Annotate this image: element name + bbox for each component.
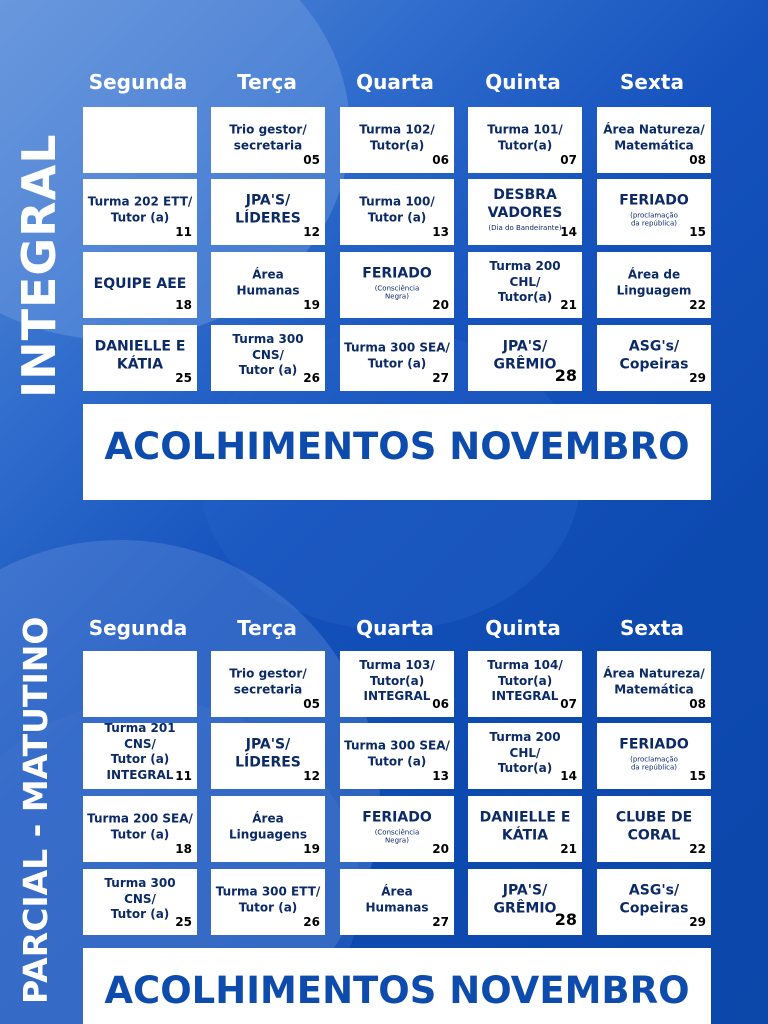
day-header: Quarta bbox=[356, 616, 434, 640]
calendar-cell bbox=[83, 252, 197, 318]
calendar-cell bbox=[211, 107, 325, 173]
day-number: 06 bbox=[432, 697, 449, 711]
cell-event bbox=[601, 667, 707, 698]
day-header: Sexta bbox=[620, 616, 684, 640]
cell-line: Tutor (a) bbox=[367, 754, 427, 769]
day-number: 12 bbox=[303, 225, 320, 239]
cell-line: Área bbox=[252, 811, 284, 826]
day-number: 13 bbox=[432, 225, 449, 239]
cell-event bbox=[472, 809, 578, 845]
day-header: Quarta bbox=[356, 70, 434, 94]
cell-event bbox=[215, 736, 321, 772]
cell-event bbox=[601, 123, 707, 154]
cell-line: Tutor(a) bbox=[497, 673, 553, 688]
cell-line: Tutor (a) bbox=[238, 362, 298, 377]
day-number: 28 bbox=[554, 910, 577, 929]
day-number: 06 bbox=[432, 153, 449, 167]
cell-event bbox=[344, 123, 450, 154]
calendar-cell bbox=[597, 796, 711, 862]
cell-line: LÍDERES bbox=[235, 210, 301, 227]
calendar-cell bbox=[211, 325, 325, 391]
cell-event bbox=[472, 123, 578, 154]
day-number: 13 bbox=[432, 769, 449, 783]
day-number: 25 bbox=[175, 915, 192, 929]
cell-line: Turma 102/ bbox=[359, 122, 435, 137]
calendar-cell bbox=[597, 723, 711, 789]
day-number: 08 bbox=[689, 153, 706, 167]
cell-note-line: (proclamação bbox=[630, 755, 678, 764]
cell-event bbox=[344, 885, 450, 916]
cell-line: Tutor (a) bbox=[110, 210, 170, 225]
cell-line: Tutor (a) bbox=[110, 827, 170, 842]
cell-note-line: (Dia do Bandeirante) bbox=[488, 224, 562, 233]
cell-line: Tutor (a) bbox=[110, 752, 170, 767]
section-banner: ACOLHIMENTOS NOVEMBRO bbox=[83, 948, 711, 1024]
cell-line: JPA'S/ bbox=[502, 882, 548, 899]
cell-line: Tutor(a) bbox=[369, 673, 425, 688]
day-number: 18 bbox=[175, 842, 192, 856]
day-number: 20 bbox=[432, 298, 449, 312]
calendar-cell bbox=[597, 651, 711, 717]
calendar-cell bbox=[597, 107, 711, 173]
cell-note-line: Negra) bbox=[385, 292, 409, 301]
calendar-cell bbox=[468, 869, 582, 935]
calendar-cell bbox=[340, 651, 454, 717]
day-number: 14 bbox=[560, 225, 577, 239]
cell-event bbox=[215, 192, 321, 228]
cell-line: Turma 201 CNS/ bbox=[104, 721, 176, 751]
cell-event bbox=[87, 812, 193, 843]
cell-line: LÍDERES bbox=[235, 754, 301, 771]
cell-event bbox=[215, 812, 321, 843]
cell-event bbox=[601, 882, 707, 918]
cell-line: Tutor (a) bbox=[110, 906, 170, 921]
calendar-cell bbox=[340, 179, 454, 245]
calendar-cell bbox=[597, 252, 711, 318]
day-header: Segunda bbox=[88, 616, 188, 640]
day-number: 07 bbox=[560, 697, 577, 711]
cell-note-line: Negra) bbox=[385, 836, 409, 845]
cell-line: Humanas bbox=[236, 283, 300, 298]
day-number: 22 bbox=[689, 298, 706, 312]
cell-note-line: da república) bbox=[630, 763, 678, 772]
cell-event bbox=[215, 268, 321, 299]
section-banner: ACOLHIMENTOS NOVEMBRO bbox=[83, 404, 711, 500]
day-header: Sexta bbox=[620, 70, 684, 94]
cell-line: Tutor(a) bbox=[369, 138, 425, 153]
cell-line: Copeiras bbox=[619, 356, 689, 373]
cell-line: Tutor(a) bbox=[497, 289, 553, 304]
calendar-cell bbox=[83, 723, 197, 789]
cell-event bbox=[215, 123, 321, 154]
cell-event bbox=[344, 739, 450, 770]
day-number: 08 bbox=[689, 697, 706, 711]
day-number: 11 bbox=[175, 225, 192, 239]
cell-line: Linguagens bbox=[229, 827, 307, 842]
day-number: 26 bbox=[303, 915, 320, 929]
day-number: 28 bbox=[554, 366, 577, 385]
cell-event bbox=[87, 338, 193, 374]
calendar-cell bbox=[340, 723, 454, 789]
section-parcial-matutino bbox=[0, 544, 768, 1024]
calendar-cell bbox=[83, 651, 197, 717]
cell-event bbox=[601, 192, 707, 228]
calendar-cell bbox=[211, 869, 325, 935]
cell-line: DANIELLE E bbox=[479, 809, 571, 826]
cell-line: Turma 300 SEA/ bbox=[344, 738, 450, 753]
calendar-cell bbox=[211, 179, 325, 245]
cell-line: Turma 100/ bbox=[359, 194, 435, 209]
day-number: 07 bbox=[560, 153, 577, 167]
cell-line: Turma 104/ bbox=[487, 657, 563, 672]
day-header: Quinta bbox=[485, 70, 561, 94]
cell-line: KÁTIA bbox=[116, 356, 164, 373]
calendar-cell bbox=[83, 107, 197, 173]
day-number: 19 bbox=[303, 298, 320, 312]
calendar-cell bbox=[597, 179, 711, 245]
cell-event bbox=[601, 809, 707, 845]
cell-line: Turma 202 ETT/ bbox=[87, 194, 193, 209]
cell-line: FERIADO bbox=[362, 809, 432, 826]
cell-line: Turma 300 CNS/ bbox=[104, 875, 176, 906]
cell-line: Turma 200 CHL/ bbox=[489, 258, 561, 289]
calendar-cell bbox=[340, 869, 454, 935]
cell-event bbox=[601, 736, 707, 772]
cell-line: Linguagem bbox=[616, 283, 692, 298]
cell-line: Tutor (a) bbox=[238, 900, 298, 915]
calendar-cell bbox=[83, 796, 197, 862]
cell-line: KÁTIA bbox=[501, 827, 549, 844]
day-number: 21 bbox=[560, 842, 577, 856]
cell-line: Turma 101/ bbox=[487, 122, 563, 137]
cell-event bbox=[215, 667, 321, 698]
cell-line: DESBRA bbox=[493, 187, 557, 204]
cell-event bbox=[344, 195, 450, 226]
cell-line: Turma 300 CNS/ bbox=[232, 331, 304, 362]
calendar-cell bbox=[83, 869, 197, 935]
calendar-cell bbox=[468, 107, 582, 173]
cell-event bbox=[344, 265, 450, 301]
calendar-cell bbox=[468, 723, 582, 789]
calendar-cell bbox=[597, 869, 711, 935]
cell-line: Área bbox=[381, 884, 413, 899]
day-number: 19 bbox=[303, 842, 320, 856]
day-number: 25 bbox=[175, 371, 192, 385]
cell-line: Tutor (a) bbox=[367, 210, 427, 225]
cell-line: Área Natureza/ bbox=[603, 666, 705, 681]
cell-line: Turma 300 ETT/ bbox=[215, 884, 321, 899]
day-number: 27 bbox=[432, 371, 449, 385]
day-header: Segunda bbox=[88, 70, 188, 94]
day-number: 29 bbox=[689, 915, 706, 929]
cell-line: Trio gestor/ bbox=[229, 666, 307, 681]
cell-event bbox=[601, 268, 707, 299]
cell-line: FERIADO bbox=[619, 192, 689, 209]
cell-event bbox=[344, 341, 450, 372]
calendar-cell bbox=[83, 325, 197, 391]
day-header: Terça bbox=[237, 616, 297, 640]
cell-line: Copeiras bbox=[619, 900, 689, 917]
day-number: 14 bbox=[560, 769, 577, 783]
section-side-label: INTEGRAL bbox=[12, 133, 66, 398]
cell-line: FERIADO bbox=[362, 265, 432, 282]
calendar-cell bbox=[340, 107, 454, 173]
cell-line: Tutor(a) bbox=[497, 138, 553, 153]
day-number: 05 bbox=[303, 697, 320, 711]
cell-line: Matemática bbox=[614, 682, 694, 697]
cell-line: secretaria bbox=[233, 682, 303, 697]
cell-line: CLUBE DE bbox=[615, 809, 693, 826]
calendar-cell bbox=[468, 325, 582, 391]
cell-line: Turma 300 SEA/ bbox=[344, 340, 450, 355]
day-header: Quinta bbox=[485, 616, 561, 640]
cell-event bbox=[215, 885, 321, 916]
cell-event bbox=[601, 338, 707, 374]
cell-line: Tutor (a) bbox=[367, 356, 427, 371]
day-number: 20 bbox=[432, 842, 449, 856]
cell-note-line: da república) bbox=[630, 219, 678, 228]
cell-line: Área de bbox=[627, 267, 681, 282]
day-header: Terça bbox=[237, 70, 297, 94]
cell-event bbox=[87, 195, 193, 226]
calendar-cell bbox=[211, 252, 325, 318]
calendar-cell bbox=[468, 796, 582, 862]
cell-line: Matemática bbox=[614, 138, 694, 153]
day-number: 22 bbox=[689, 842, 706, 856]
day-number: 15 bbox=[689, 769, 706, 783]
cell-line: Área bbox=[252, 267, 284, 282]
cell-line: INTEGRAL bbox=[106, 767, 174, 782]
cell-line: DANIELLE E bbox=[94, 338, 186, 355]
calendar-cell bbox=[340, 796, 454, 862]
cell-line: Trio gestor/ bbox=[229, 122, 307, 137]
cell-line: INTEGRAL bbox=[363, 688, 431, 703]
cell-event bbox=[344, 809, 450, 845]
day-number: 15 bbox=[689, 225, 706, 239]
cell-line: ASG's/ bbox=[628, 338, 680, 355]
cell-line: Turma 200 CHL/ bbox=[489, 729, 561, 760]
cell-line: JPA'S/ bbox=[245, 192, 291, 209]
cell-line: secretaria bbox=[233, 138, 303, 153]
cell-line: Turma 103/ bbox=[359, 657, 435, 672]
calendar-cell bbox=[468, 651, 582, 717]
calendar-cell bbox=[340, 325, 454, 391]
day-number: 12 bbox=[303, 769, 320, 783]
day-number: 11 bbox=[175, 769, 192, 783]
calendar-cell bbox=[468, 179, 582, 245]
cell-line: Turma 200 SEA/ bbox=[87, 811, 193, 826]
cell-line: Tutor(a) bbox=[497, 760, 553, 775]
cell-note-line: (Consciência bbox=[374, 284, 420, 293]
calendar-cell bbox=[83, 179, 197, 245]
calendar-cell bbox=[211, 796, 325, 862]
cell-note-line: (Consciência bbox=[374, 828, 420, 837]
cell-line: JPA'S/ bbox=[502, 338, 548, 355]
day-number: 05 bbox=[303, 153, 320, 167]
cell-line: JPA'S/ bbox=[245, 736, 291, 753]
cell-line: EQUIPE AEE bbox=[93, 275, 187, 292]
calendar-cell bbox=[211, 723, 325, 789]
cell-line: ASG's/ bbox=[628, 882, 680, 899]
cell-line: Área Natureza/ bbox=[603, 122, 705, 137]
cell-event bbox=[87, 275, 193, 293]
cell-line: GRÊMIO bbox=[493, 900, 557, 917]
cell-line: FERIADO bbox=[619, 736, 689, 753]
day-number: 21 bbox=[560, 298, 577, 312]
section-side-label: PARCIAL - MATUTINO bbox=[16, 616, 55, 1004]
cell-line: GRÊMIO bbox=[493, 356, 557, 373]
day-number: 29 bbox=[689, 371, 706, 385]
calendar-cell bbox=[211, 651, 325, 717]
cell-line: VADORES bbox=[487, 205, 563, 222]
cell-note-line: (proclamação bbox=[630, 211, 678, 220]
cell-line: CORAL bbox=[627, 827, 681, 844]
cell-line: INTEGRAL bbox=[491, 688, 559, 703]
day-number: 18 bbox=[175, 298, 192, 312]
calendar-cell bbox=[340, 252, 454, 318]
calendar-cell bbox=[468, 252, 582, 318]
day-number: 26 bbox=[303, 371, 320, 385]
cell-line: Humanas bbox=[365, 900, 429, 915]
calendar-cell bbox=[597, 325, 711, 391]
day-number: 27 bbox=[432, 915, 449, 929]
